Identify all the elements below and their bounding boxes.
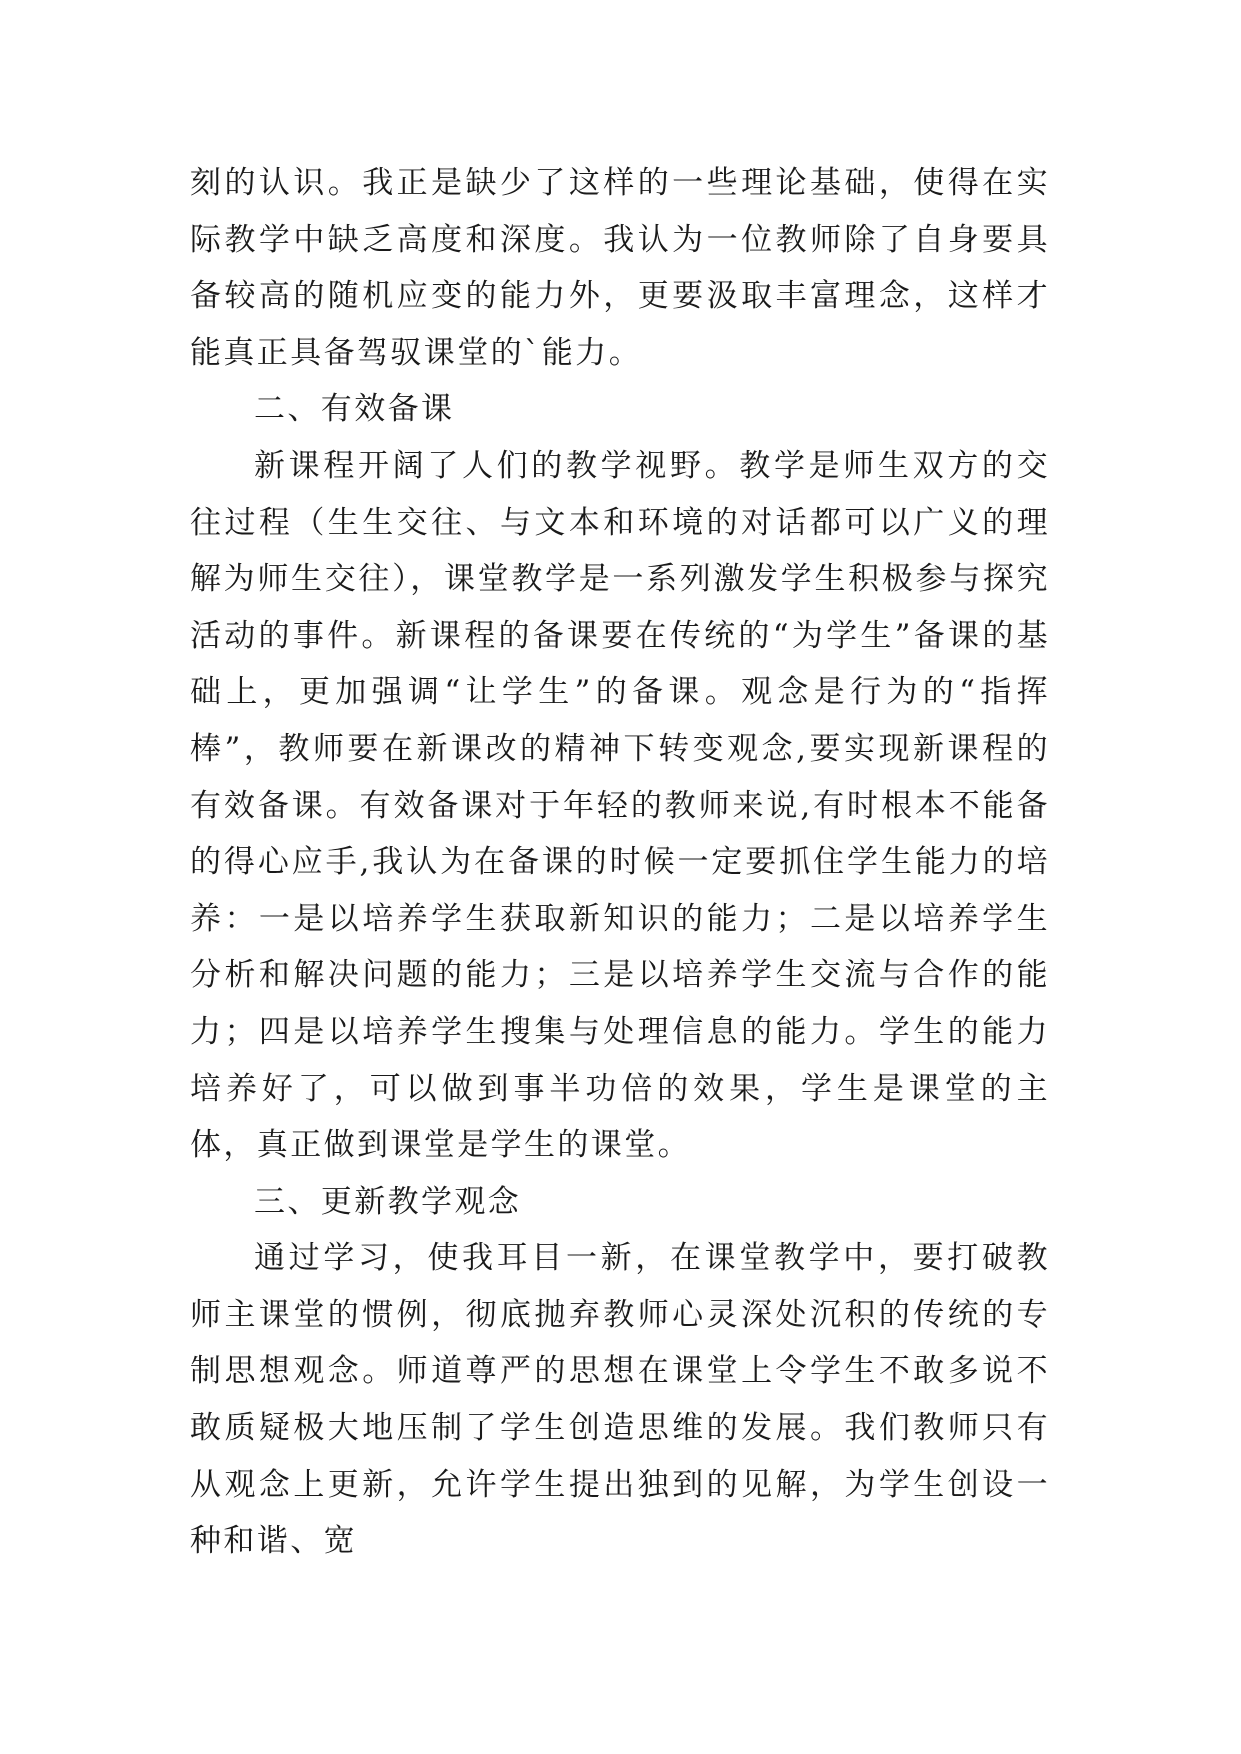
section-heading-update-teaching-concepts: 三、更新教学观念 — [254, 1183, 522, 1220]
document-body — [190, 155, 1050, 1570]
paragraph-continuation: 刻的认识。我正是缺少了这样的一些理论基础，使得在实际教学中缺乏高度和深度。我认为一位教师除了自身要具备较高的随机应变的能力外，更要汲取丰富理念，这样才能真正具备驾驭课堂的`能力。 — [190, 165, 1050, 371]
paragraph-effective-lesson-prep: 新课程开阔了人们的教学视野。教学是师生双方的交往过程（生生交往、与文本和环境的对话都可以广义的理解为师生交往），课堂教学是一系列激发学生积极参与探究活动的事件。新课程的备课要在传统的“为学生”备课的基础上，更加强调“让学生”的备课。观念是行为的“指挥棒”，教师要在新课改的精神下转变观念,要实现新课程的有效备课。有效备课对于年轻的教师来说,有时根本不能备的得心应手,我认为在备课的时候一定要抓住学生能力的培养：一是以培养学生获取新知识的能力；二是以培养学生分析和解决问题的能力；三是以培养学生交流与合作的能力；四是以培养学生搜集与处理信息的能力。学生的能力培养好了，可以做到事半功倍的效果，学生是课堂的主体，真正做到课堂是学生的课堂。 — [190, 447, 1050, 1164]
section-heading-effective-lesson-prep: 二、有效备课 — [254, 391, 455, 428]
paragraph-update-teaching-concepts: 通过学习，使我耳目一新，在课堂教学中，要打破教师主课堂的惯例，彻底抛弃教师心灵深处沉积的传统的专制思想观念。师道尊严的思想在课堂上令学生不敢多说不敢质疑极大地压制了学生创造思维的发展。我们教师只有从观念上更新，允许学生提出独到的见解，为学生创设一种和谐、宽 — [190, 1240, 1050, 1560]
